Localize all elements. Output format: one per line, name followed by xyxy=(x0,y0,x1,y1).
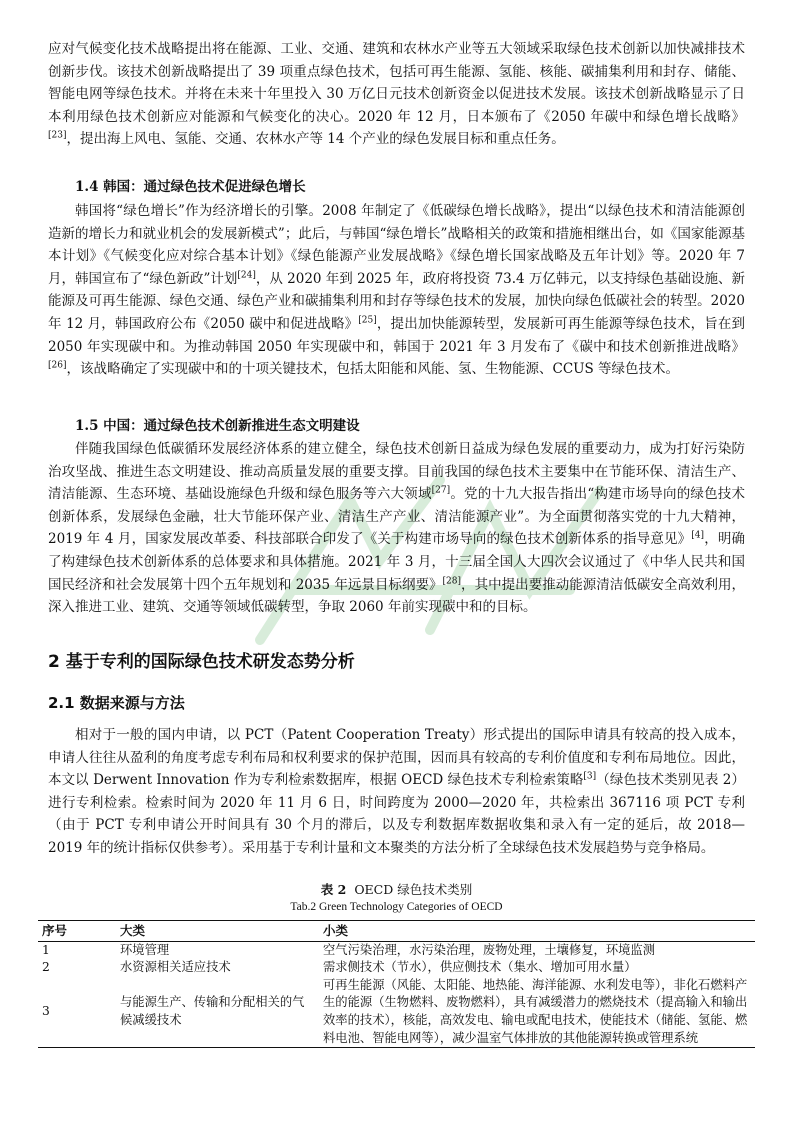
header-minor: 小类 xyxy=(319,921,755,942)
cell-minor: 需求侧技术（节水），供应侧技术（集水、增加可用水量） xyxy=(323,960,637,975)
section-heading-2: 2 基于专利的国际绿色技术研发态势分析 xyxy=(48,652,355,672)
cell-major: 环境管理 xyxy=(120,942,170,957)
table-row xyxy=(38,941,755,959)
citation: [4] xyxy=(691,530,705,541)
citation: [27] xyxy=(431,485,451,496)
paragraph-china: 伴随我国绿色低碳循环发展经济体系的建立健全，绿色技术创新日益成为绿色发展的重要动力，成为打好污染防治攻坚战、推进生态文明建设、推动高质量发展的重要支撑。目前我国的绿色技术主要集中在节能环保、清洁生产、清洁能源、生态环境、基础设施绿色升级和绿色服务等六大领域[27]。党的十九大报告指出“构建市场导向的绿色技术创新体系，发展绿色金融，壮大节能环保产业、清洁生产产业、清洁能源产业”。为全面贯彻落实党的十九大精神，2019 年 4 月，国家发展改革委、科技部联合印发了《关于构建市场导向的绿色技术创新体系的指导意见》[4]，明确了构建绿色技术创新体系的总体要求和具体措施。2021 年 3 月，十三届全国人大四次会议通过了《中华人民共和国国民经济和社会发展第十四个五年规划和 2035 年远景目标纲要》[28]，其中提出要推动能源清洁低碳安全高效利用，深入推进工业、建筑、交通等领域低碳转型，争取 2060 年前实现碳中和的目标。 xyxy=(48,441,746,616)
table-caption-en: Tab.2 Green Technology Categories of OECD xyxy=(290,901,503,913)
paragraph-data-source: 相对于一般的国内申请，以 PCT（Patent Cooperation Treaty）形式提出的国际申请具有较高的投入成本，申请人往往从盈利的角度考虑专利布局和权利要求的保护范围，因而具有较高的专利价值度和专利布局地位。因此，本文以 Derwent Innovation 作为专利检索数据库，根据 OECD 绿色技术专利检索策略[3]（绿色技术类别见表 2）进行专利检索。检索时间为 2020 年 11 月 6 日，时间跨度为 2000—2020 年，共检索出 367116 项 PCT 专利（由于 PCT 专利申请公开时间具有 30 个月的滞后，以及专利数据库数据收集和录入有一定的延后，故 2018—2019 年的统计指标仅供参考）。采用基于专利计量和文本聚类的方法分析了全球绿色技术发展趋势与竞争格局。 xyxy=(48,727,745,856)
cell-minor: 空气污染治理，水污染治理，废物处理，土壤修复，环境监测 xyxy=(323,942,656,957)
table-caption-cn: 表 2 OECD 绿色技术类别 xyxy=(320,882,473,897)
table-header-row xyxy=(38,921,755,942)
table-row xyxy=(38,959,755,977)
cell-no: 3 xyxy=(38,977,116,1048)
citation: [3] xyxy=(583,771,597,782)
citation: [23] xyxy=(48,130,67,141)
paragraph-japan: 应对气候变化技术战略提出将在能源、工业、交通、建筑和农林水产业等五大领域采取绿色技术创新以加快减排技术创新步伐。该技术创新战略提出了 39 项重点绿色技术，包括可再生能源、氢能、核能、碳捕集利用和封存、储能、智能电网等绿色技术。并将在未来十年里投入 30 万亿日元技术创新资金以促进技术发展。该技术创新战略显示了日本利用绿色技术创新应对能源和气候变化的决心。2020 年 12 月，日本颁布了《2050 年碳中和绿色增长战略》[23]，提出海上风电、氢能、交通、农林水产等 14 个产业的绿色发展目标和重点任务。 xyxy=(48,41,745,148)
cell-minor: 可再生能源（风能、太阳能、地热能、海洋能源、水利发电等），非化石燃料产生的能源（生物燃料、废物燃料），具有减缓潜力的燃烧技术（提高输入和输出效率的技术），核能，高效发电、输电或配电技术，使能技术（储能、氢能、燃料电池、智能电网等），减少温室气体排放的其他能源转换或管理系统 xyxy=(319,977,755,1048)
citation: [28] xyxy=(442,576,462,587)
green-tech-table xyxy=(38,920,755,1048)
paragraph-korea: 韩国将“绿色增长”作为经济增长的引擎。2008 年制定了《低碳绿色增长战略》，提出“以绿色技术和清洁能源创造新的增长力和就业机会的发展新模式”；此后，与韩国“绿色增长”战略相关的政策和措施相继出台，如《国家能源基本计划》《气候变化应对综合基本计划》《绿色能源产业发展战略》《绿色增长国家战略及五年计划》等。2020 年 7 月，韩国宣布了“绿色新政”计划[24]，从 2020 年到 2025 年，政府将投资 73.4 万亿韩元，以支持绿色基础设施、新能源及可再生能源、绿色交通、绿色产业和碳捕集利用和封存等绿色技术的发展，加快向绿色低碳社会的转型。2020 年 12 月，韩国政府公布《2050 碳中和促进战略》[25]，提出加快能源转型，发展新可再生能源等绿色技术，旨在到 2050 年实现碳中和。为推动韩国 2050 年实现碳中和，韩国于 2021 年 3 月发布了《碳中和技术创新推进战略》[26]，该战略确定了实现碳中和的十项关键技术，包括太阳能和风能、氢、生物能源、CCUS 等绿色技术。 xyxy=(48,203,745,378)
cell-major: 与能源生产、传输和分配相关的气候减缓技术 xyxy=(116,977,319,1048)
cell-major: 水资源相关适应技术 xyxy=(120,960,231,975)
table-caption-label: 表 2 xyxy=(320,882,347,897)
section-heading-1-4: 1.4 韩国：通过绿色技术促进绿色增长 xyxy=(75,179,306,195)
citation: [24] xyxy=(237,270,256,281)
cell-no: 1 xyxy=(42,942,50,957)
citation: [26] xyxy=(48,360,67,371)
cell-no: 2 xyxy=(42,960,50,975)
section-heading-1-5: 1.5 中国：通过绿色技术创新推进生态文明建设 xyxy=(75,418,360,434)
citation: [25] xyxy=(358,315,377,326)
section-heading-2-1: 2.1 数据来源与方法 xyxy=(48,694,185,712)
header-major: 大类 xyxy=(116,921,319,942)
table-row xyxy=(38,977,755,1048)
header-no: 序号 xyxy=(38,921,116,942)
